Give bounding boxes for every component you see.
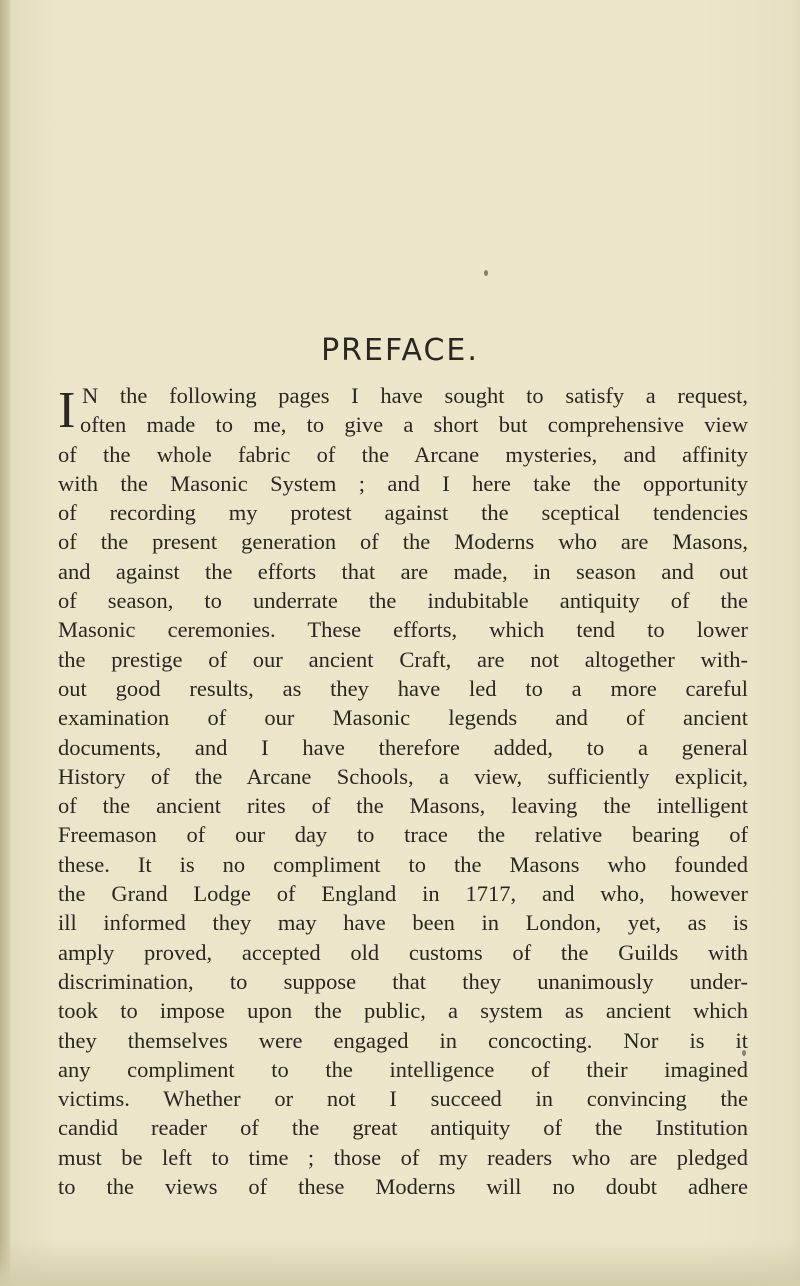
text-line: of season, to underrate the indubitable antiquity of the: [58, 588, 748, 614]
page-binding-edge: [0, 0, 10, 1286]
page-bottom-shadow: [0, 1240, 800, 1286]
text-line: of the whole fabric of the Arcane mysteries, and affinity: [58, 441, 748, 467]
paper-speck: [484, 270, 488, 276]
text-line: of the ancient rites of the Masons, leaving the intelligent: [58, 793, 748, 819]
text-line: ill informed they may have been in London, yet, as is: [58, 910, 748, 936]
text-line: any compliment to the intelligence of their imagined: [58, 1056, 748, 1082]
text-line: Freemason of our day to trace the relative bearing of: [58, 822, 748, 848]
text-line: out good results, as they have led to a more careful: [58, 675, 748, 701]
text-line: took to impose upon the public, a system as ancient which: [58, 998, 748, 1024]
text-line: candid reader of the great antiquity of the Institution: [58, 1115, 748, 1141]
text-line: discrimination, to suppose that they unanimously under-: [58, 968, 748, 994]
text-line: to the views of these Moderns will no doubt adhere: [58, 1174, 748, 1200]
text-line: examination of our Masonic legends and of ancient: [58, 705, 748, 731]
text-line: must be left to time ; those of my readers who are pledged: [58, 1144, 748, 1170]
text-line: often made to me, to give a short but comprehensive view: [80, 412, 748, 438]
text-line: amply proved, accepted old customs of the Guilds with: [58, 939, 748, 965]
text-line: with the Masonic System ; and I here take the opportunity: [58, 470, 748, 496]
page-title: PREFACE.: [321, 333, 479, 368]
text-line: the Grand Lodge of England in 1717, and who, however: [58, 881, 748, 907]
preface-body: [58, 381, 748, 1201]
text-line: of the present generation of the Moderns who are Masons,: [58, 529, 748, 555]
text-line: the prestige of our ancient Craft, are not altogether with-: [58, 646, 748, 672]
text-line: Masonic ceremonies. These efforts, which tend to lower: [58, 617, 748, 643]
text-line: History of the Arcane Schools, a view, sufficiently explicit,: [58, 763, 748, 789]
text-line: these. It is no compliment to the Masons who founded: [58, 851, 748, 877]
text-line: victims. Whether or not I succeed in convincing the: [58, 1086, 748, 1112]
text-line: documents, and I have therefore added, to a general: [58, 734, 748, 760]
text-line: of recording my protest against the sceptical tendencies: [58, 500, 748, 526]
text-line: N the following pages I have sought to satisfy a request,: [82, 383, 748, 408]
drop-cap: I: [58, 382, 76, 439]
text-line: they themselves were engaged in concocting. Nor is it: [58, 1027, 748, 1053]
text-line: and against the efforts that are made, in season and out: [58, 558, 748, 584]
